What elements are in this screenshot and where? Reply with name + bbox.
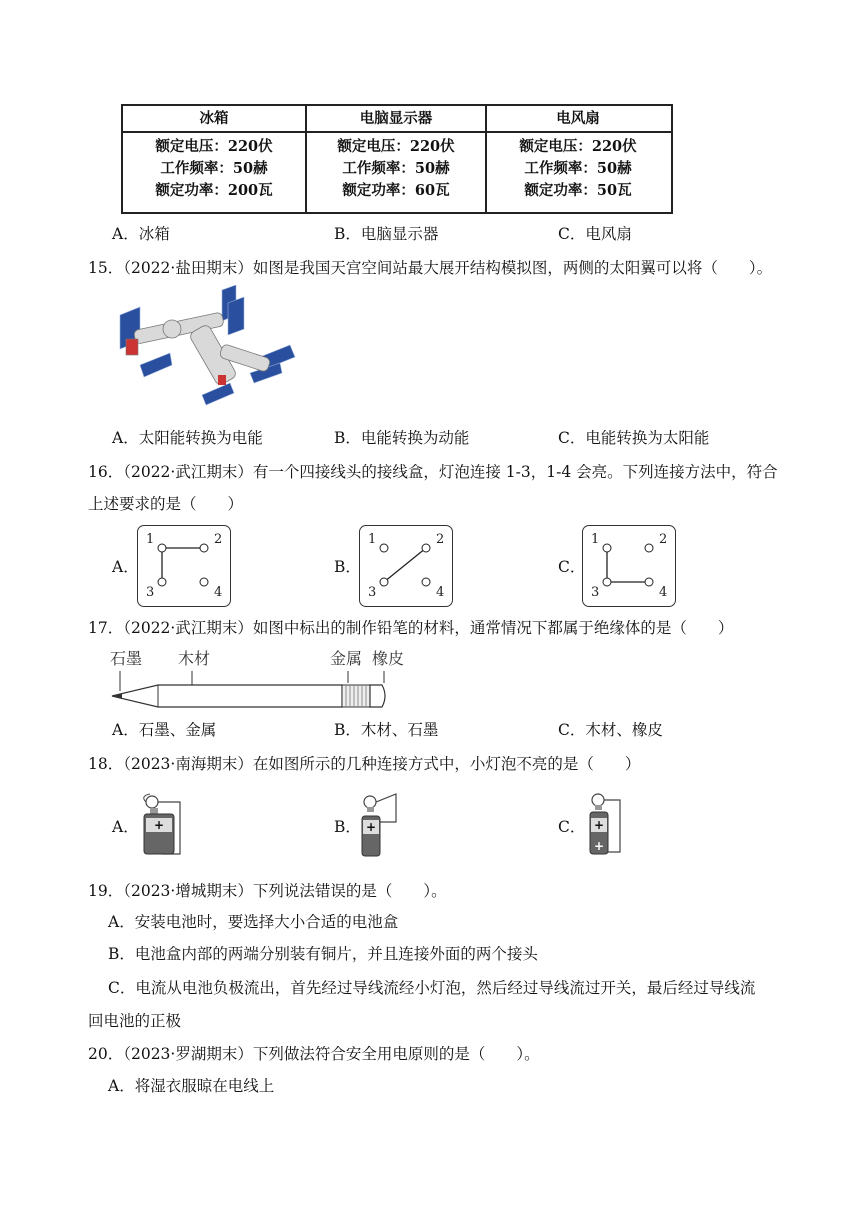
label-graphite: 石墨 bbox=[110, 649, 143, 668]
table-cell-group bbox=[307, 136, 485, 202]
junction-diagram-b bbox=[360, 526, 452, 606]
q17-option-b[interactable]: B．木材、石墨 bbox=[334, 721, 439, 739]
junction-box-b bbox=[359, 525, 453, 607]
table-cell: 额定电压：220伏 bbox=[155, 138, 273, 155]
junction-box-c bbox=[582, 525, 676, 607]
table-header: 冰箱 bbox=[199, 110, 229, 127]
table-cell: 额定功率：200瓦 bbox=[155, 182, 273, 199]
q16-option-b-letter[interactable]: B． bbox=[334, 558, 361, 576]
svg-text:+: + bbox=[594, 818, 605, 832]
q14-option-c[interactable]: C．电风扇 bbox=[558, 225, 632, 243]
table-header-divider bbox=[123, 131, 671, 133]
table-header: 电脑显示器 bbox=[359, 110, 433, 127]
junction-box-a bbox=[137, 525, 231, 607]
q15-option-b[interactable]: B．电能转换为动能 bbox=[334, 429, 470, 447]
table-cell: 额定电压：220伏 bbox=[519, 138, 637, 155]
terminal-label: 1 bbox=[591, 532, 600, 547]
q18-option-c-letter[interactable]: C． bbox=[558, 818, 586, 836]
q18-stem: 18．（2023·南海期末）在如图所示的几种连接方式中，小灯泡不亮的是（ ） bbox=[88, 755, 641, 773]
circuit-b bbox=[358, 792, 408, 858]
table-cell: 工作频率：50赫 bbox=[524, 160, 632, 177]
terminal-label: 1 bbox=[368, 532, 377, 547]
table-cell: 工作频率：50赫 bbox=[342, 160, 450, 177]
q15-stem: 15．（2022·盐田期末）如图是我国天宫空间站最大展开结构模拟图，两侧的太阳翼可以将（ ）。 bbox=[88, 259, 773, 277]
q17-option-c[interactable]: C．木材、橡皮 bbox=[558, 721, 663, 739]
q16-option-c-letter[interactable]: C． bbox=[558, 558, 586, 576]
q17-option-a[interactable]: A．石墨、金属 bbox=[112, 721, 217, 739]
circuit-a bbox=[140, 792, 190, 858]
terminal-label: 4 bbox=[436, 585, 445, 600]
junction-diagram-c bbox=[583, 526, 675, 606]
appliance-spec-table bbox=[121, 104, 673, 214]
label-eraser: 橡皮 bbox=[372, 649, 405, 668]
q17-stem: 17．（2022·武江期末）如图中标出的制作铅笔的材料，通常情况下都属于绝缘体的是（ ） bbox=[88, 619, 734, 637]
pencil-figure bbox=[108, 645, 408, 715]
terminal-label: 4 bbox=[214, 585, 223, 600]
table-cell: 额定功率：60瓦 bbox=[342, 182, 450, 199]
q16-option-a-letter[interactable]: A． bbox=[112, 558, 139, 576]
q19-option-c-continuation: 回电池的正极 bbox=[88, 1012, 182, 1030]
q18-option-a-letter[interactable]: A． bbox=[112, 818, 139, 836]
svg-text:+: + bbox=[366, 820, 377, 834]
q20-option-a[interactable]: A．将湿衣服晾在电线上 bbox=[108, 1077, 275, 1095]
q19-stem: 19．（2023·增城期末）下列说法错误的是（ ）。 bbox=[88, 882, 447, 900]
table-cell-group bbox=[487, 136, 669, 202]
q19-option-a[interactable]: A．安装电池时，要选择大小合适的电池盒 bbox=[108, 913, 399, 931]
terminal-label: 2 bbox=[214, 532, 223, 547]
junction-diagram-a bbox=[138, 526, 230, 606]
table-cell-group bbox=[123, 136, 305, 202]
q16-stem-line2: 上述要求的是（ ） bbox=[88, 495, 244, 513]
space-station-image bbox=[110, 285, 300, 415]
terminal-label: 4 bbox=[659, 585, 668, 600]
label-wood: 木材 bbox=[178, 649, 211, 668]
q20-stem: 20．（2023·罗湖期末）下列做法符合安全用电原则的是（ ）。 bbox=[88, 1045, 540, 1063]
terminal-label: 1 bbox=[146, 532, 155, 547]
q19-option-b[interactable]: B．电池盒内部的两端分别装有铜片，并且连接外面的两个接头 bbox=[108, 945, 538, 963]
q19-option-c[interactable]: C．电流从电池负极流出，首先经过导线流经小灯泡，然后经过导线流过开关，最后经过导线流 bbox=[108, 979, 756, 997]
table-cell: 额定电压：220伏 bbox=[337, 138, 455, 155]
svg-text:+: + bbox=[594, 839, 605, 853]
terminal-label: 2 bbox=[659, 532, 668, 547]
q14-option-b[interactable]: B．电脑显示器 bbox=[334, 225, 439, 243]
circuit-c bbox=[586, 792, 636, 858]
table-cell: 额定功率：50瓦 bbox=[524, 182, 632, 199]
label-metal: 金属 bbox=[330, 649, 363, 668]
terminal-label: 3 bbox=[146, 585, 155, 600]
terminal-label: 3 bbox=[368, 585, 377, 600]
terminal-label: 2 bbox=[436, 532, 445, 547]
table-cell: 工作频率：50赫 bbox=[160, 160, 268, 177]
table-header: 电风扇 bbox=[556, 110, 600, 127]
q15-option-c[interactable]: C．电能转换为太阳能 bbox=[558, 429, 710, 447]
q15-option-a[interactable]: A．太阳能转换为电能 bbox=[112, 429, 263, 447]
q16-stem-line1: 16．（2022·武江期末）有一个四接线头的接线盒，灯泡连接 1-3，1-4 会亮。下列连接方法中，符合 bbox=[88, 463, 778, 481]
terminal-label: 3 bbox=[591, 585, 600, 600]
svg-text:+: + bbox=[154, 818, 165, 832]
q14-option-a[interactable]: A．冰箱 bbox=[112, 225, 170, 243]
q18-option-b-letter[interactable]: B． bbox=[334, 818, 361, 836]
